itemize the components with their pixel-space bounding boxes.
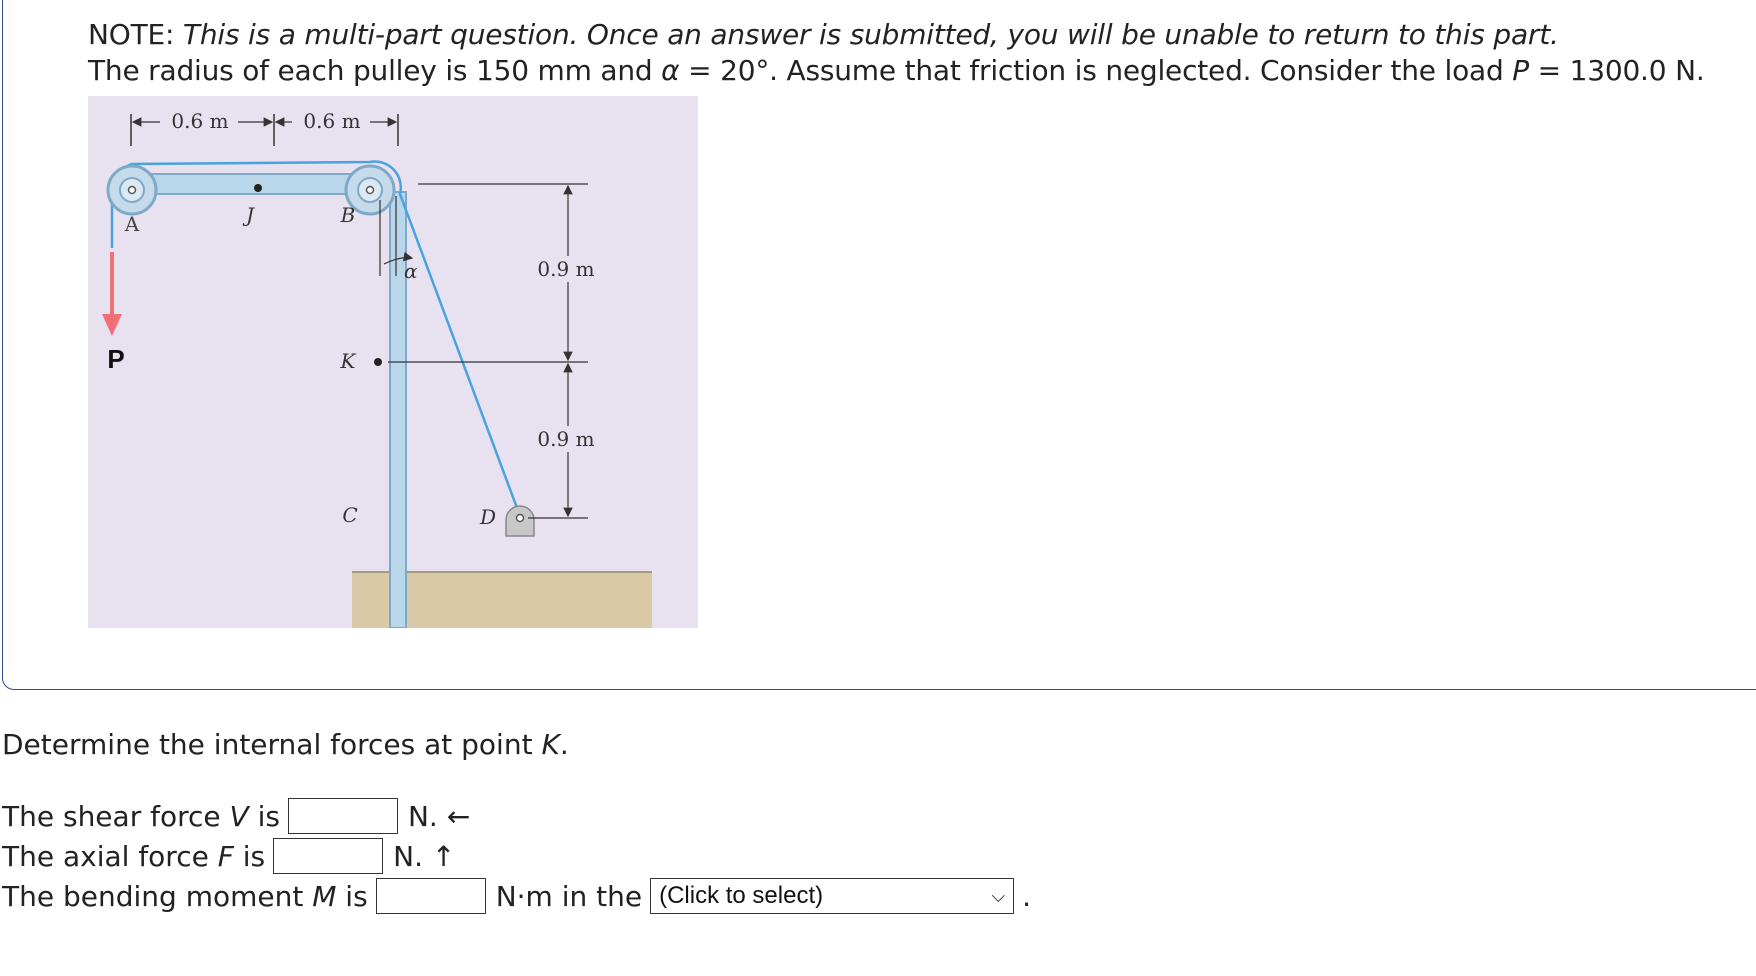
note-line: [88, 18, 1559, 51]
pin-b: [367, 187, 374, 194]
frame-diagram: [88, 96, 698, 628]
label-c: C: [342, 503, 358, 527]
cable: [114, 162, 520, 516]
problem-statement: [88, 54, 1705, 87]
alpha-symbol: α: [661, 54, 680, 87]
question-point: K: [541, 728, 560, 761]
axial-input[interactable]: [273, 838, 383, 874]
moment-label-text: The bending moment: [2, 879, 313, 913]
shear-unit: N. ←: [407, 799, 471, 833]
load-p-arrow-head: [102, 314, 122, 336]
moment-label-is: is: [336, 879, 368, 913]
dim-label-right-lower: 0.9 m: [537, 427, 595, 451]
pin-a: [129, 187, 136, 194]
moment-end: .: [1022, 879, 1031, 913]
label-j: J: [245, 203, 255, 227]
moment-input[interactable]: [376, 878, 486, 914]
problem-text-1: The radius of each pulley is 150 mm and: [88, 54, 662, 87]
question-end: .: [559, 728, 569, 761]
pin-d: [517, 515, 524, 522]
p-symbol: P: [1512, 54, 1529, 87]
axial-label: [2, 840, 265, 873]
shear-symbol: V: [229, 799, 249, 833]
axial-label-is: is: [233, 839, 266, 873]
problem-text-2: = 20°. Assume that friction is neglected. Consider the load: [679, 54, 1513, 87]
moment-select-value: (Click to select): [659, 882, 824, 909]
moment-direction-select[interactable]: [650, 878, 1014, 914]
point-j: [254, 184, 262, 192]
axial-unit: N. ↑: [393, 839, 456, 873]
note-prefix: NOTE:: [88, 18, 183, 51]
shear-label-is: is: [248, 799, 280, 833]
question-prompt: [2, 728, 569, 761]
moment-label: [2, 880, 368, 913]
moment-symbol: M: [312, 879, 337, 913]
dim-label-right-upper: 0.9 m: [537, 257, 595, 281]
label-k: K: [340, 349, 356, 373]
shear-row: [2, 796, 470, 836]
frame-diagram-svg: [88, 96, 698, 628]
chevron-down-icon: ⌵: [991, 885, 1006, 906]
axial-label-text: The axial force: [2, 839, 218, 873]
note-emphasis: This is a multi-part question. Once an answer is submitted, you will be unable to return to this part.: [182, 18, 1559, 51]
moment-unit: N·m in the: [495, 879, 643, 913]
label-d: D: [479, 505, 497, 529]
dim-label-top-right: 0.6 m: [303, 109, 361, 133]
dim-label-top-left: 0.6 m: [171, 109, 229, 133]
axial-symbol: F: [217, 839, 234, 873]
label-b: B: [340, 203, 356, 227]
shear-input[interactable]: [288, 798, 398, 834]
axial-row: [2, 836, 455, 876]
point-k: [374, 358, 382, 366]
label-p: P: [107, 344, 125, 374]
moment-row: [2, 876, 1031, 916]
shear-label: [2, 800, 280, 833]
shear-label-text: The shear force: [2, 799, 230, 833]
label-alpha: α: [404, 259, 418, 283]
problem-text-3: = 1300.0 N.: [1528, 54, 1705, 87]
member-ab: [126, 174, 382, 194]
question-text: Determine the internal forces at point: [2, 728, 542, 761]
label-a: A: [124, 212, 140, 236]
